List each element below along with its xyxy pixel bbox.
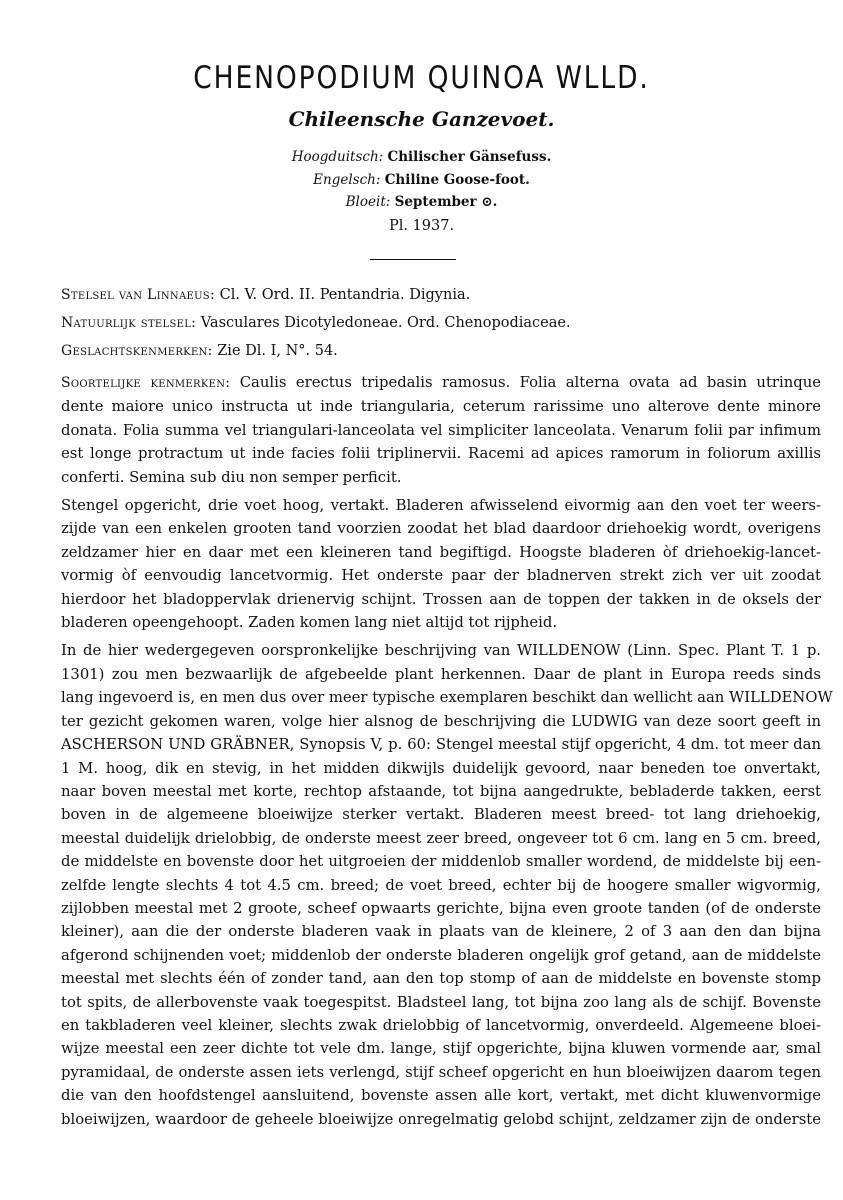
text-line: conferti. Semina sub diu non semper perficit. — [61, 468, 402, 486]
meta-label: Stelsel van Linnaeus: — [61, 287, 215, 303]
text-line: bloeiwijzen, waardoor de geheele bloeiwijze onregelmatig gelobd schijnt, zeldzamer zijn de onderste — [61, 1110, 821, 1128]
page-title: CHENOPODIUM QUINOA WLLD. — [193, 60, 650, 96]
meta-value: Zie Dl. I, N°. 54. — [212, 343, 338, 359]
name-label: Engelsch: — [313, 171, 381, 188]
text-line: zijlobben meestal met 2 groote, scheef opwaarts gerichte, bijna even groote tanden (of de onderste — [61, 899, 821, 917]
text-line: ASCHERSON UND GRÄBNER, Synopsis V, p. 60: Stengel meestal stijf opgericht, 4 dm. tot meer dan — [61, 736, 821, 754]
name-value: September ⊙. — [394, 194, 498, 210]
plate-number: Pl. 1937. — [388, 218, 455, 234]
text-line: bladeren opeengehoopt. Zaden komen lang niet altijd tot rijpheid. — [61, 614, 558, 632]
name-line-bloom — [0, 191, 843, 214]
meta-label: Natuurlijk stelsel: — [61, 315, 197, 331]
text-line: die van den hoofdstengel aansluitend, bovenste assen alle kort, vertakt, met dicht kluwenvormige — [61, 1087, 821, 1105]
name-label: Bloeit: — [345, 194, 391, 210]
page-subtitle: Chileensche Ganzevoet. — [288, 107, 555, 131]
text-line: Soortelijke kenmerken: Caulis erectus tripedalis ramosus. Folia alterna ovata ad basin utrinque — [61, 374, 821, 391]
text-line: en takbladeren veel kleiner, slechts zwak drielobbig of lancetvormig, onverdeeld. Algemeene bloei- — [61, 1016, 821, 1034]
text-line: vormig òf eenvoudig lancetvormig. Het onderste paar der bladnerven strekt zich ver uit zoodat — [61, 567, 821, 585]
paragraph-latin — [61, 371, 821, 489]
divider-rule — [370, 259, 456, 260]
meta-natural-system — [61, 315, 803, 331]
name-line-german — [0, 146, 843, 169]
text-line: meestal duidelijk drielobbig, de onderste meest zeer breed, ongeveer tot 6 cm. lang en 5 cm. breed, — [61, 829, 821, 847]
text-line: naar boven meestal met korte, rechtop afstaande, tot bijna aangedrukte, bebladerde takken, eerst — [61, 782, 821, 800]
text-line: wijze meestal een zeer dichte tot vele dm. lange, stijf opgerichte, bijna kluwen vormende aar, smal — [61, 1040, 821, 1058]
text-line: kleiner), aan die der onderste bladeren vaak in plaats van de kleinere, 2 of 3 aan den dan bijna — [61, 923, 821, 941]
text-line: boven in de algemeene bloeiwijze sterker vertakt. Bladeren meest breed- tot lang driehoekig, — [61, 806, 821, 824]
text-line: dente maiore unico instructa ut inde triangularia, ceterum rarissime uno alterove dente minore — [61, 398, 821, 416]
meta-label: Geslachtskenmerken: — [61, 343, 213, 359]
text-line: Stengel opgericht, drie voet hoog, vertakt. Bladeren afwisselend eivormig aan den voet ter weers- — [61, 497, 821, 515]
text-line: 1 M. hoog, dik en stevig, in het midden dikwijls duidelijk gevoord, naar beneden toe onvertakt, — [61, 759, 821, 777]
meta-genus — [61, 343, 803, 359]
text-line: zijde van een enkelen grooten tand voorzien zoodat het blad daardoor driehoekig wordt, overigens — [61, 520, 821, 538]
text-line: de middelste en bovenste door het uitgroeien der middenlob smaller wordend, de middelste bij een- — [61, 853, 821, 871]
text-line: pyramidaal, de onderste assen iets verlengd, stijf scheef opgericht en hun bloeiwijzen daarom tegen — [61, 1063, 821, 1081]
text-line: afgerond schijnenden voet; middenlob der onderste bladeren ongelijk grof getand, aan de middelste — [61, 946, 821, 964]
text-line: meestal met slechts één of zonder tand, aan den top stomp of aan de middelste en bovenste stomp — [61, 970, 821, 988]
name-line-english — [0, 169, 843, 192]
text-line: tot spits, de allerbovenste vaak toegespitst. Bladsteel lang, tot bijna zoo lang als de schijf. Bovenste — [61, 993, 821, 1011]
name-value: Chilischer Gänsefuss. — [387, 149, 552, 165]
text-line: ter gezicht gekomen waren, volge hier alsnog de beschrijving die LUDWIG van deze soort geeft in — [61, 712, 821, 730]
common-names — [0, 146, 843, 214]
text-line: est longe protractum ut inde facies folii triplinervii. Racemi ad apices ramorum in foliorum axillis — [61, 445, 821, 463]
body-text — [61, 371, 833, 1131]
text-line: zeldzamer hier en daar met een kleineren tand begiftigd. Hoogste bladeren òf driehoekig-lancet- — [61, 543, 821, 561]
species-label: Soortelijke kenmerken: — [61, 375, 231, 391]
paragraph-description — [61, 639, 833, 1131]
meta-value: Cl. V. Ord. II. Pentandria. Digynia. — [214, 287, 471, 303]
text-line: In de hier wedergegeven oorspronkelijke beschrijving van WILLDENOW (Linn. Spec. Plant T. 1 p. — [61, 642, 821, 660]
text-line: hierdoor het bladoppervlak drienervig schijnt. Trossen aan de toppen der takken in de oksels der — [61, 590, 821, 608]
paragraph-dutch-translation — [61, 494, 821, 634]
text-line: lang ingevoerd is, en men dus over meer typische exemplaren beschikt dan wellicht aan WILLDENOW — [61, 689, 833, 707]
meta-value: Vasculares Dicotyledoneae. Ord. Chenopodiaceae. — [196, 315, 571, 331]
text-line: zelfde lengte slechts 4 tot 4.5 cm. breed; de voet breed, echter bij de hoogere smaller wigvormig, — [61, 876, 821, 894]
meta-linnaeus — [61, 287, 803, 303]
name-value: Chiline Goose-foot. — [384, 171, 530, 188]
text-line: donata. Folia summa vel triangulari-lanceolata vel simpliciter lanceolata. Venarum folii par infimum — [61, 421, 821, 439]
name-label: Hoogduitsch: — [291, 149, 384, 165]
text-line: 1301) zou men bezwaarlijk de afgebeelde plant herkennen. Daar de plant in Europa reeds sinds — [61, 665, 821, 683]
